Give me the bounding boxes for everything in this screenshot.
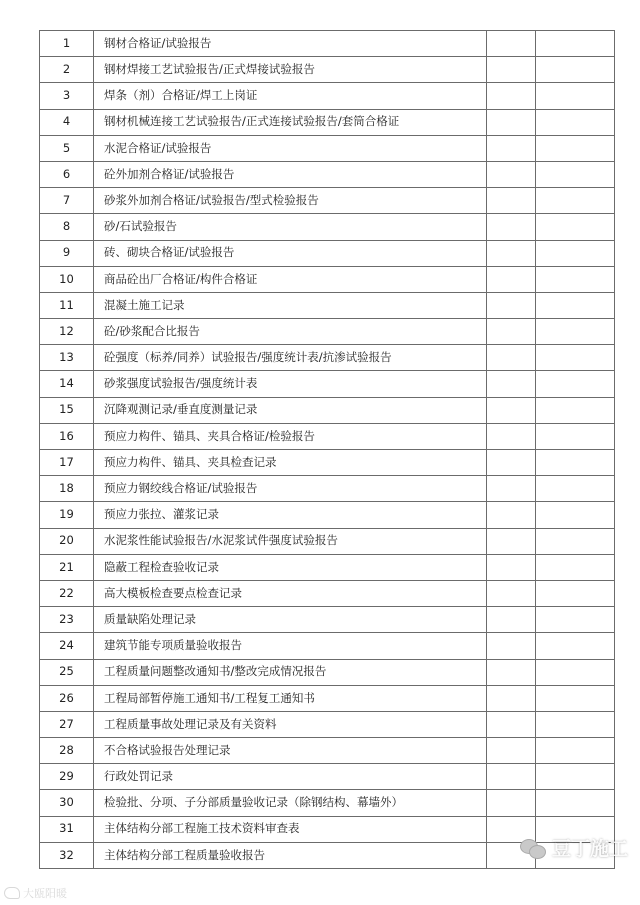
table-row xyxy=(40,659,615,685)
row-number: 13 xyxy=(40,345,94,371)
row-blank-cell xyxy=(487,57,536,83)
table-row xyxy=(40,31,615,57)
row-number: 7 xyxy=(40,188,94,214)
row-blank-cell xyxy=(487,790,536,816)
row-blank-cell xyxy=(536,371,615,397)
row-document-name: 钢材焊接工艺试验报告/正式焊接试验报告 xyxy=(94,57,487,83)
table-row xyxy=(40,528,615,554)
row-document-name: 预应力钢绞线合格证/试验报告 xyxy=(94,476,487,502)
row-document-name: 不合格试验报告处理记录 xyxy=(94,738,487,764)
row-blank-cell xyxy=(487,502,536,528)
row-number: 8 xyxy=(40,214,94,240)
row-blank-cell xyxy=(487,83,536,109)
row-blank-cell xyxy=(536,476,615,502)
row-blank-cell xyxy=(536,397,615,423)
row-blank-cell xyxy=(487,109,536,135)
row-blank-cell xyxy=(487,580,536,606)
row-blank-cell xyxy=(487,633,536,659)
row-document-name: 焊条（剂）合格证/焊工上岗证 xyxy=(94,83,487,109)
row-number: 9 xyxy=(40,240,94,266)
row-blank-cell xyxy=(536,790,615,816)
row-number: 6 xyxy=(40,161,94,187)
row-blank-cell xyxy=(487,319,536,345)
row-number: 3 xyxy=(40,83,94,109)
table-row xyxy=(40,580,615,606)
table-row xyxy=(40,214,615,240)
row-document-name: 砂浆外加剂合格证/试验报告/型式检验报告 xyxy=(94,188,487,214)
table-row xyxy=(40,711,615,737)
row-document-name: 钢材机械连接工艺试验报告/正式连接试验报告/套筒合格证 xyxy=(94,109,487,135)
watermark-wechat xyxy=(520,834,628,861)
row-blank-cell xyxy=(536,685,615,711)
table-row xyxy=(40,790,615,816)
watermark-weibo xyxy=(4,885,67,901)
row-blank-cell xyxy=(536,292,615,318)
row-blank-cell xyxy=(487,214,536,240)
row-document-name: 预应力张拉、灌浆记录 xyxy=(94,502,487,528)
table-row xyxy=(40,476,615,502)
row-document-name: 水泥合格证/试验报告 xyxy=(94,135,487,161)
watermark-left-text: 大瓯阳暖 xyxy=(23,887,67,900)
row-document-name: 质量缺陷处理记录 xyxy=(94,607,487,633)
row-blank-cell xyxy=(487,423,536,449)
row-blank-cell xyxy=(487,135,536,161)
row-blank-cell xyxy=(536,57,615,83)
row-number: 14 xyxy=(40,371,94,397)
table-row xyxy=(40,633,615,659)
row-document-name: 砂/石试验报告 xyxy=(94,214,487,240)
row-blank-cell xyxy=(536,188,615,214)
row-number: 29 xyxy=(40,764,94,790)
table-body xyxy=(40,31,615,869)
row-number: 21 xyxy=(40,554,94,580)
row-number: 19 xyxy=(40,502,94,528)
row-blank-cell xyxy=(487,292,536,318)
table-row xyxy=(40,319,615,345)
row-blank-cell xyxy=(536,161,615,187)
row-document-name: 主体结构分部工程施工技术资料审查表 xyxy=(94,816,487,842)
row-blank-cell xyxy=(487,528,536,554)
row-blank-cell xyxy=(487,397,536,423)
row-number: 28 xyxy=(40,738,94,764)
row-blank-cell xyxy=(536,450,615,476)
row-blank-cell xyxy=(536,266,615,292)
row-blank-cell xyxy=(536,240,615,266)
row-blank-cell xyxy=(536,659,615,685)
row-blank-cell xyxy=(487,659,536,685)
row-document-name: 砂浆强度试验报告/强度统计表 xyxy=(94,371,487,397)
table-row xyxy=(40,502,615,528)
row-document-name: 工程质量事故处理记录及有关资料 xyxy=(94,711,487,737)
table-row xyxy=(40,109,615,135)
row-document-name: 混凝土施工记录 xyxy=(94,292,487,318)
table-row xyxy=(40,345,615,371)
table-row xyxy=(40,266,615,292)
row-number: 4 xyxy=(40,109,94,135)
row-blank-cell xyxy=(536,345,615,371)
table-row xyxy=(40,554,615,580)
table-row xyxy=(40,371,615,397)
row-document-name: 预应力构件、锚具、夹具检查记录 xyxy=(94,450,487,476)
row-document-name: 沉降观测记录/垂直度测量记录 xyxy=(94,397,487,423)
row-document-name: 行政处罚记录 xyxy=(94,764,487,790)
row-blank-cell xyxy=(487,685,536,711)
table-row xyxy=(40,240,615,266)
row-blank-cell xyxy=(536,764,615,790)
row-blank-cell xyxy=(487,240,536,266)
row-number: 17 xyxy=(40,450,94,476)
row-blank-cell xyxy=(487,266,536,292)
row-blank-cell xyxy=(487,450,536,476)
row-number: 27 xyxy=(40,711,94,737)
table-row xyxy=(40,764,615,790)
row-number: 10 xyxy=(40,266,94,292)
row-blank-cell xyxy=(487,188,536,214)
row-number: 5 xyxy=(40,135,94,161)
row-blank-cell xyxy=(536,83,615,109)
row-blank-cell xyxy=(487,711,536,737)
row-blank-cell xyxy=(487,371,536,397)
table-row xyxy=(40,397,615,423)
table-row xyxy=(40,135,615,161)
row-document-name: 砼/砂浆配合比报告 xyxy=(94,319,487,345)
row-document-name: 商品砼出厂合格证/构件合格证 xyxy=(94,266,487,292)
row-number: 25 xyxy=(40,659,94,685)
table-row xyxy=(40,292,615,318)
table-row xyxy=(40,188,615,214)
row-blank-cell xyxy=(536,109,615,135)
row-blank-cell xyxy=(536,607,615,633)
row-number: 22 xyxy=(40,580,94,606)
row-document-name: 砼强度（标养/同养）试验报告/强度统计表/抗渗试验报告 xyxy=(94,345,487,371)
row-blank-cell xyxy=(487,554,536,580)
row-blank-cell xyxy=(536,528,615,554)
row-blank-cell xyxy=(487,764,536,790)
row-blank-cell xyxy=(487,738,536,764)
row-number: 16 xyxy=(40,423,94,449)
row-number: 26 xyxy=(40,685,94,711)
row-blank-cell xyxy=(536,31,615,57)
row-document-name: 隐蔽工程检查验收记录 xyxy=(94,554,487,580)
row-number: 24 xyxy=(40,633,94,659)
table-row xyxy=(40,161,615,187)
watermark-right-text: 豆丁施工 xyxy=(551,838,628,860)
row-document-name: 钢材合格证/试验报告 xyxy=(94,31,487,57)
row-blank-cell xyxy=(536,319,615,345)
row-blank-cell xyxy=(487,31,536,57)
row-number: 18 xyxy=(40,476,94,502)
row-number: 1 xyxy=(40,31,94,57)
row-number: 31 xyxy=(40,816,94,842)
table-row xyxy=(40,607,615,633)
row-document-name: 建筑节能专项质量验收报告 xyxy=(94,633,487,659)
row-blank-cell xyxy=(536,580,615,606)
row-blank-cell xyxy=(487,476,536,502)
row-blank-cell xyxy=(536,738,615,764)
row-document-name: 高大模板检查要点检查记录 xyxy=(94,580,487,606)
row-number: 2 xyxy=(40,57,94,83)
row-blank-cell xyxy=(536,554,615,580)
row-number: 30 xyxy=(40,790,94,816)
row-blank-cell xyxy=(487,345,536,371)
row-document-name: 预应力构件、锚具、夹具合格证/检验报告 xyxy=(94,423,487,449)
table-row xyxy=(40,83,615,109)
row-document-name: 检验批、分项、子分部质量验收记录（除钢结构、幕墙外） xyxy=(94,790,487,816)
row-number: 23 xyxy=(40,607,94,633)
row-document-name: 水泥浆性能试验报告/水泥浆试件强度试验报告 xyxy=(94,528,487,554)
row-blank-cell xyxy=(536,135,615,161)
document-table xyxy=(39,30,615,869)
row-blank-cell xyxy=(536,711,615,737)
row-number: 32 xyxy=(40,842,94,868)
row-blank-cell xyxy=(536,423,615,449)
row-document-name: 砼外加剂合格证/试验报告 xyxy=(94,161,487,187)
table-row xyxy=(40,450,615,476)
row-blank-cell xyxy=(487,607,536,633)
row-number: 15 xyxy=(40,397,94,423)
row-number: 20 xyxy=(40,528,94,554)
table-row xyxy=(40,423,615,449)
table-row xyxy=(40,738,615,764)
row-blank-cell xyxy=(487,161,536,187)
row-blank-cell xyxy=(536,502,615,528)
row-document-name: 工程局部暂停施工通知书/工程复工通知书 xyxy=(94,685,487,711)
row-document-name: 工程质量问题整改通知书/整改完成情况报告 xyxy=(94,659,487,685)
row-number: 11 xyxy=(40,292,94,318)
table-row xyxy=(40,685,615,711)
table-row xyxy=(40,57,615,83)
wechat-icon xyxy=(520,837,546,858)
weibo-icon xyxy=(4,887,20,899)
row-document-name: 主体结构分部工程质量验收报告 xyxy=(94,842,487,868)
row-blank-cell xyxy=(536,633,615,659)
row-blank-cell xyxy=(536,214,615,240)
row-number: 12 xyxy=(40,319,94,345)
row-document-name: 砖、砌块合格证/试验报告 xyxy=(94,240,487,266)
